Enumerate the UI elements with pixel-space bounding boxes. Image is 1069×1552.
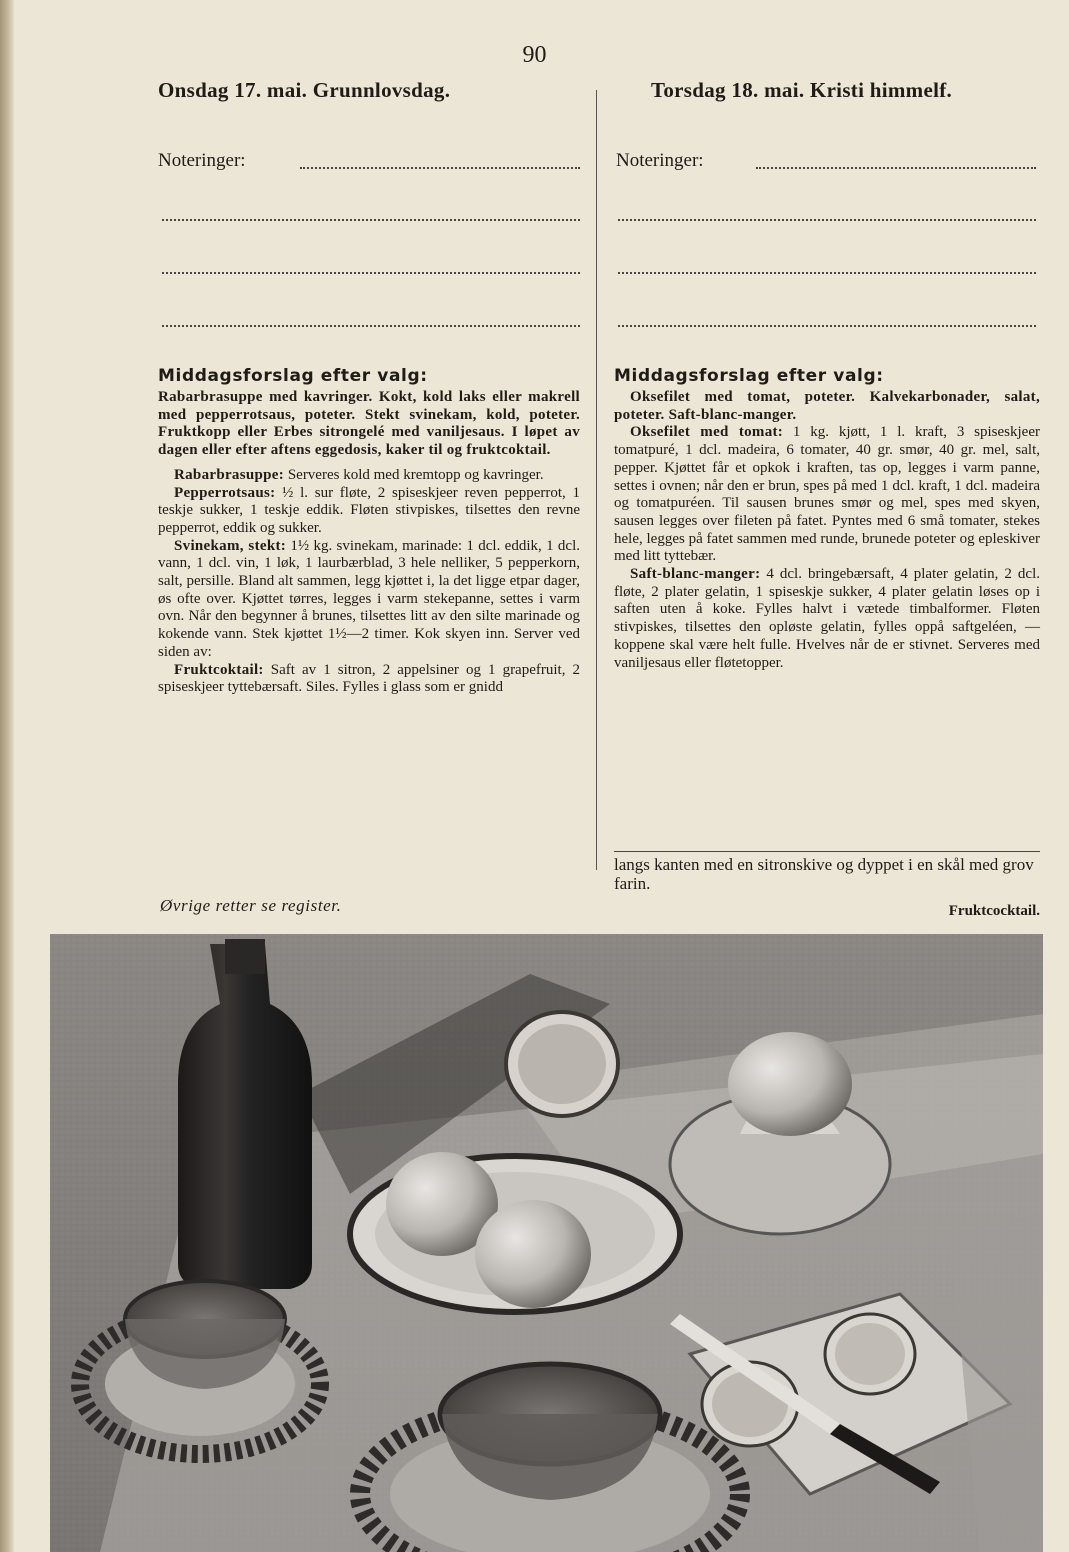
recipe-text: Saft av 1 sitron, 2 appelsiner og 1 grapefruit, 2 spiseskjeer tyttebærsaft. Siles. Fylles i glass som er gnidd xyxy=(158,661,580,696)
notes-line-right-3[interactable] xyxy=(618,272,1036,274)
column-divider xyxy=(596,90,597,870)
menu-heading-right: Middagsforslag efter valg: xyxy=(614,366,884,386)
recipe-title: Rabarbrasuppe: xyxy=(174,466,285,483)
page-number: 90 xyxy=(522,42,547,68)
day-heading-left: Onsdag 17. mai. Grunnlovsdag. xyxy=(158,78,451,102)
recipe-title: Fruktcoktail: xyxy=(174,661,264,678)
recipe-text: Serveres kold med kremtopp og kavringer. xyxy=(284,466,544,483)
notes-line-right-2[interactable] xyxy=(618,219,1036,221)
recipe-title: Oksefilet med tomat: xyxy=(630,424,784,441)
recipe-title: Pepperrotsaus: xyxy=(174,484,276,501)
recipe-text: 1½ kg. svinekam, marinade: 1 dcl. eddik, 1 dcl. vann, 1 dcl. vin, 1 løk, 1 laurbærblad, 3 hele nelliker, 5 pepperkorn, salt, persille. Bland alt sammen, legg kjøttet i, la det ligge etpar dager, øs ofte over. Kjøttet tørres, legges i varm stekepanne, settes i varm ovn. Når den begynner å brunes, tilsettes litt av den silte marinade og kokende vann. Stek kjøttet 1½—2 timer. Kok skyen inn. Server ved siden av: xyxy=(158,537,580,660)
recipe-oksefilet xyxy=(614,424,1040,566)
notes-label-right: Noteringer: xyxy=(616,150,704,171)
menu-heading-left: Middagsforslag efter valg: xyxy=(158,366,428,386)
recipe-rabarbrasuppe xyxy=(158,467,580,485)
fruit-cocktail-photo xyxy=(50,934,1043,1552)
notes-line-left-4[interactable] xyxy=(162,325,580,327)
menu-suggestion-right: Oksefilet med tomat, poteter. Kalvekarbonader, salat, poteter. Saft-blanc-manger. xyxy=(614,389,1040,423)
notes-line-right-4[interactable] xyxy=(618,325,1036,327)
notes-line-left-2[interactable] xyxy=(162,219,580,221)
recipe-pepperrotsaus xyxy=(158,485,580,538)
menu-suggestion-left: Rabarbrasuppe med kavringer. Kokt, kold laks eller makrell med pepperrotsaus, poteter. Stekt svinekam, kold, poteter. Fruktkopp eller Erbes sitrongelé med vaniljesaus. I løpet av dagen eller efter aftens eggedosis, kaker til og fruktcoktail. xyxy=(158,389,580,459)
menu-body-left xyxy=(158,389,580,697)
photo-caption-title: Fruktcocktail. xyxy=(948,903,1040,919)
recipe-text: ½ l. sur fløte, 2 spiseskjeer reven pepperrot, 1 teskje sukker, 1 teskje eddik. Fløten stivpiskes, tilsettes den revne pepperrot, eddik og sukker. xyxy=(158,484,580,536)
day-heading-right: Torsdag 18. mai. Kristi himmelf. xyxy=(651,78,953,102)
notes-line-left-3[interactable] xyxy=(162,272,580,274)
menu-body-right xyxy=(614,389,1040,672)
notes-line-left-1[interactable] xyxy=(300,167,580,169)
recipe-title: Saft-blanc-manger: xyxy=(630,566,761,583)
notes-line-right-1[interactable] xyxy=(756,167,1036,169)
footnote-register: Øvrige retter se register. xyxy=(160,896,342,915)
recipe-text: 1 kg. kjøtt, 1 l. kraft, 3 spiseskjeer tomatpuré, 1 dcl. madeira, 6 tomater, 40 gr. smør, 40 gr. mel, salt, pepper. Kjøttet får et opkok i kraften, tas op, legges i varm panne, settes i ovnen; når den er brun, spes på med 1 dcl. kraft, 1 dcl. madeira og tomatpuréen. Til sausen brunes smør og mel, spes med skyen, sausen legges over fileten på fatet. Pyntes med 6 små tomater, stekes hele, legges på fatet sammen med runde, brunede poteter og epleskiver med litt tyttebær. xyxy=(614,424,1040,565)
recipe-text: 4 dcl. bringebærsaft, 4 plater gelatin, 2 dcl. fløte, 2 plater gelatin, 1 spiseskje sukker, 4 plater gelatin løses op i saften uten å koke. Fylles halvt i vætede timbalformer. Fløten stivpiskes, tilsettes den opløste gelatin, fylles oppå saftgeléen, — koppene skal være helt fulle. Hvelves når de er stivnet. Serveres med vaniljesaus eller fløtetopper. xyxy=(614,566,1040,671)
recipe-svinekam xyxy=(158,538,580,662)
recipe-saft-blanc-manger xyxy=(614,566,1040,672)
recipe-title: Svinekam, stekt: xyxy=(174,537,287,554)
book-spine-shadow xyxy=(0,0,14,1552)
recipe-fruktcoktail xyxy=(158,662,580,697)
caption-rule xyxy=(614,851,1040,852)
notes-label-left: Noteringer: xyxy=(158,150,246,171)
photo-caption-continuation: langs kanten med en sitronskive og dyppet i en skål med grov farin. xyxy=(614,855,1034,893)
